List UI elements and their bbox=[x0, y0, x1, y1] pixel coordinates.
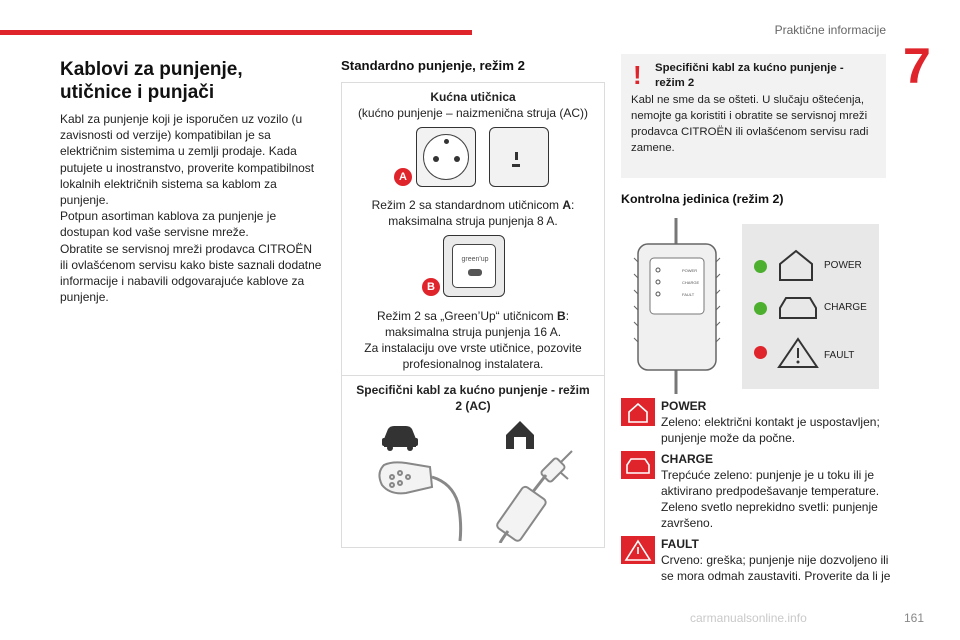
legend-fault: FAULT Crveno: greška; punjenje nije dozvoljeno ili se mora odmah zaustaviti. Proverite da li je bbox=[621, 536, 891, 585]
house-icon bbox=[506, 421, 534, 449]
fault-warning-icon bbox=[776, 336, 820, 370]
led-panel bbox=[742, 224, 879, 389]
panel-power-label: POWER bbox=[824, 260, 862, 271]
warning-title: Specifični kabl za kućno punjenje - režim 2 bbox=[655, 62, 844, 89]
fault-warning-icon bbox=[621, 536, 655, 564]
badge-b: B bbox=[422, 278, 440, 296]
svg-text:FAULT: FAULT bbox=[682, 292, 695, 297]
right-column bbox=[621, 54, 886, 178]
chapter-number: 7 bbox=[903, 38, 931, 94]
status-legend bbox=[621, 398, 891, 584]
legend-power: POWER Zeleno: električni kontakt je uspostavljen; punjenje može da počne. bbox=[621, 398, 891, 447]
box-subtitle: (kućno punjenje – naizmenična struja (AC)) bbox=[357, 106, 589, 120]
warning-icon: ! bbox=[633, 60, 642, 90]
charge-car-icon bbox=[621, 451, 655, 479]
power-led bbox=[754, 260, 767, 273]
panel-charge-label: CHARGE bbox=[824, 302, 867, 313]
box-divider bbox=[342, 375, 604, 376]
control-unit-illustration bbox=[632, 218, 722, 394]
uk-socket-icon bbox=[489, 127, 549, 187]
section-title: Praktične informacije bbox=[774, 23, 886, 37]
cable-illustration bbox=[362, 413, 584, 543]
watermark: carmanualsonline.info bbox=[690, 611, 807, 625]
range-paragraph: Potpun asortiman kablova za punjenje je dostupan kod vaše servisne mreže. bbox=[60, 209, 277, 240]
warning-box bbox=[621, 54, 886, 178]
intro-paragraph: Kabl za punjenje koji je isporučen uz vozilo (u zavisnosti od verzije) kompatibilan je sa električnim sistemima u zemlji prodaje. Kada putujete u inostranstvo, proverite kompatibilnost lokalnih električnih sistema sa kablom za punjenje. bbox=[60, 112, 315, 208]
box-title: Kućna utičnica bbox=[430, 90, 516, 104]
mode-a-current: maksimalna struja punjenja 8 A. bbox=[388, 214, 558, 228]
power-house-icon bbox=[776, 248, 816, 282]
badge-a: A bbox=[394, 168, 412, 186]
svg-text:POWER: POWER bbox=[682, 268, 698, 273]
mode-b-current: maksimalna struja punjenja 16 A. bbox=[384, 325, 562, 339]
home-socket-box bbox=[341, 82, 605, 548]
page-title: Kablovi za punjenje, utičnice i punjači bbox=[60, 59, 243, 103]
dealer-paragraph: Obratite se servisnoj mreži prodavca CITROËN ili ovlašćenom servisu kako biste saznali dodatne informacije i nabavili odgovarajuće kablove za punjenje. bbox=[60, 241, 322, 305]
page-number: 161 bbox=[903, 611, 924, 625]
mode-a-text: Režim 2 sa standardnom utičnicom A: bbox=[371, 198, 575, 212]
cable-title: Specifični kabl za kućno punjenje - režim 2 (AC) bbox=[356, 383, 590, 413]
middle-column bbox=[341, 58, 605, 548]
type2-plug-icon bbox=[379, 462, 460, 541]
legend-charge: CHARGE Trepćuće zeleno: punjenje je u toku ili je aktivirano predpodešavanje temperature. Zeleno svetlo neprekidno svetli: punjenje završeno. bbox=[621, 451, 891, 532]
panel-fault-label: FAULT bbox=[824, 350, 855, 361]
svg-text:CHARGE: CHARGE bbox=[682, 280, 700, 285]
charge-led bbox=[754, 302, 767, 315]
left-column bbox=[60, 58, 322, 305]
car-icon bbox=[382, 426, 418, 451]
control-unit-title: Kontrolna jedinica (režim 2) bbox=[621, 192, 784, 206]
top-accent-bar bbox=[0, 30, 472, 35]
power-house-icon bbox=[621, 398, 655, 426]
french-socket-icon bbox=[416, 127, 476, 187]
mode2-heading: Standardno punjenje, režim 2 bbox=[341, 58, 525, 73]
mode-b-text: Režim 2 sa „Green’Up“ utičnicom B: bbox=[376, 309, 570, 323]
fault-led bbox=[754, 346, 767, 359]
greenup-socket-icon: green'up bbox=[443, 235, 505, 297]
warning-body: Kabl ne sme da se ošteti. U slučaju oštećenja, nemojte ga koristiti i obratite se servisnoj mreži prodavca CITROËN ili ovlašćenom servisu radi zamene. bbox=[631, 94, 869, 154]
charge-car-icon bbox=[776, 294, 820, 322]
mode-b-install-note: Za instalaciju ove vrste utičnice, pozovite profesionalnog instalatera. bbox=[364, 341, 582, 371]
wall-plug-icon bbox=[496, 451, 572, 543]
